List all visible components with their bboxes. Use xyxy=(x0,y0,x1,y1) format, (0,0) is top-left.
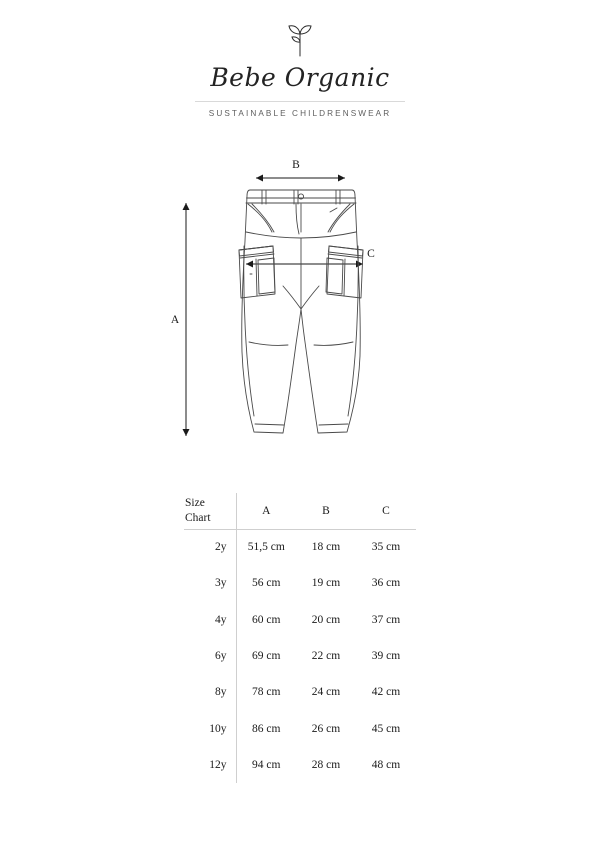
row-size-label: 2y xyxy=(184,529,236,565)
brand-divider xyxy=(195,101,405,102)
row-value-c: 36 cm xyxy=(371,577,401,590)
table-row xyxy=(184,565,416,601)
table-header-row xyxy=(184,493,416,529)
dimension-c xyxy=(246,260,363,267)
row-value-a: 56 cm xyxy=(252,577,281,590)
row-value-b: 20 cm xyxy=(311,613,341,626)
table-row xyxy=(184,674,416,710)
table-row xyxy=(184,710,416,746)
row-value-a: 94 cm xyxy=(252,758,281,771)
row-value-c: 48 cm xyxy=(371,758,401,771)
table-row xyxy=(184,747,416,783)
table-row xyxy=(184,638,416,674)
dimension-a-label: A xyxy=(170,313,180,326)
brand-tagline: SUSTAINABLE CHILDRENSWEAR xyxy=(208,108,392,118)
row-value-b: 28 cm xyxy=(311,758,341,771)
row-value-c: 42 cm xyxy=(371,686,401,699)
size-chart-title-line2: Chart xyxy=(185,511,211,524)
dimension-c-label: C xyxy=(367,247,375,260)
row-size-label: 10y xyxy=(184,710,236,746)
row-value-c: 39 cm xyxy=(371,650,401,663)
row-size-label: 3y xyxy=(184,565,236,601)
column-header-c: C xyxy=(356,493,416,529)
row-value-b: 24 cm xyxy=(311,686,341,699)
trousers-illustration xyxy=(239,190,363,433)
dimension-b xyxy=(256,174,345,181)
row-size-label: 8y xyxy=(184,674,236,710)
column-header-a: A xyxy=(236,493,296,529)
row-value-b: 22 cm xyxy=(311,650,341,663)
row-value-a: 86 cm xyxy=(252,722,281,735)
table-row xyxy=(184,529,416,565)
row-value-b: 18 cm xyxy=(311,541,341,554)
row-value-a: 78 cm xyxy=(252,686,281,699)
row-value-a: 69 cm xyxy=(252,650,281,663)
size-chart-title xyxy=(184,493,236,529)
row-value-c: 45 cm xyxy=(371,722,401,735)
dimension-b-label: B xyxy=(292,158,300,171)
size-chart-title-line1: Size xyxy=(185,497,205,510)
row-value-b: 19 cm xyxy=(311,577,341,590)
row-size-label: 6y xyxy=(184,638,236,674)
row-value-a: 60 cm xyxy=(252,613,281,626)
row-value-c: 35 cm xyxy=(371,541,401,554)
leaf-sprig-icon xyxy=(280,22,320,58)
measurement-diagram xyxy=(0,146,600,476)
row-size-label: 12y xyxy=(184,747,236,783)
table-row xyxy=(184,602,416,638)
row-value-b: 26 cm xyxy=(311,722,341,735)
row-size-label: 4y xyxy=(184,602,236,638)
size-chart-table xyxy=(184,493,416,783)
brand-header xyxy=(0,0,600,118)
column-header-b: B xyxy=(296,493,356,529)
row-value-a: 51,5 cm xyxy=(247,541,285,554)
dimension-a xyxy=(183,203,190,436)
row-value-c: 37 cm xyxy=(371,613,401,626)
brand-name: Bebe Organic xyxy=(210,63,390,92)
size-chart-section xyxy=(0,493,600,783)
